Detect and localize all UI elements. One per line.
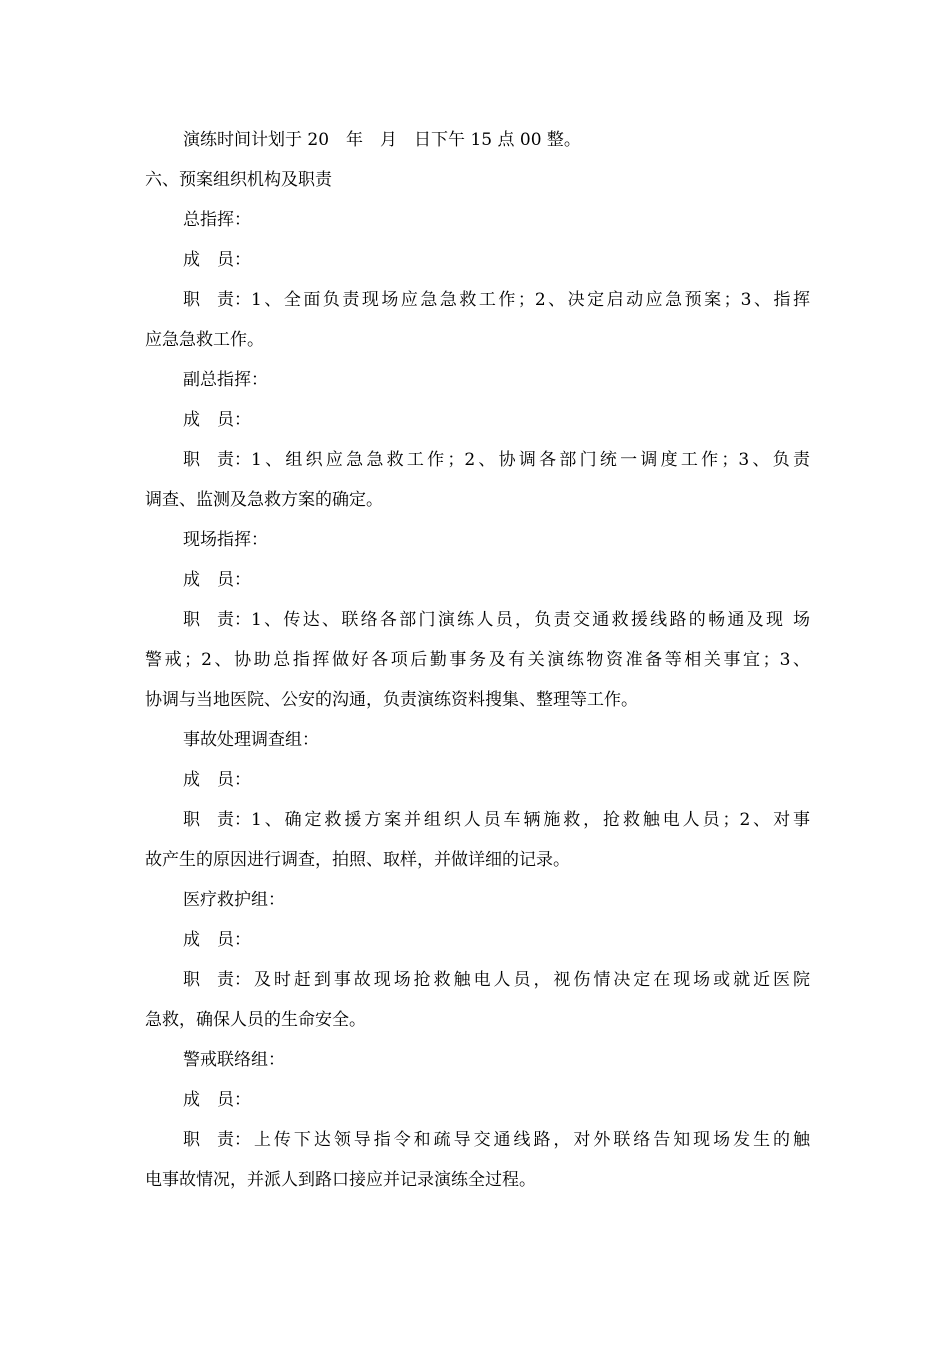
- section-heading: 六、预案组织机构及职责: [145, 170, 332, 190]
- duty-continuation: 急救，确保人员的生命安全。: [145, 1010, 366, 1030]
- duty-label: 职 责：: [183, 970, 251, 990]
- duty-text: 1、组织应急急救工作；2、协调各部门统一调度工作；3、负责: [251, 450, 810, 470]
- duty-label: 职 责：: [183, 610, 251, 630]
- members-line: [183, 768, 810, 792]
- group-title: 现场指挥：: [183, 530, 268, 550]
- duty-label: 职 责：: [183, 1130, 251, 1150]
- members-label: 成 员：: [183, 410, 251, 430]
- duty-text: 上传下达领导指令和疏导交通线路，对外联络告知现场发生的触: [251, 1130, 810, 1150]
- group-title: 警戒联络组：: [183, 1050, 285, 1070]
- group-title: 总指挥：: [183, 210, 251, 230]
- duty-continuation: 警戒；2、协助总指挥做好各项后勤事务及有关演练物资准备等相关事宜；3、: [145, 650, 810, 670]
- members-line: [183, 928, 810, 952]
- members-label: 成 员：: [183, 1090, 251, 1110]
- members-line: [183, 1088, 810, 1112]
- members-line: [183, 568, 810, 592]
- duty-label: 职 责：: [183, 450, 251, 470]
- duty-text: 及时赶到事故现场抢救触电人员，视伤情决定在现场或就近医院: [251, 970, 810, 990]
- duty-line: [183, 1128, 810, 1152]
- drill-time-line: 演练时间计划于 20 年 月 日下午 15 点 00 整。: [183, 130, 581, 150]
- duty-line: [183, 608, 810, 632]
- members-label: 成 员：: [183, 930, 251, 950]
- duty-label: 职 责：: [183, 810, 251, 830]
- group-title: 事故处理调查组：: [183, 730, 319, 750]
- group-title: 副总指挥：: [183, 370, 268, 390]
- members-line: [183, 408, 810, 432]
- duty-line: [183, 968, 810, 992]
- members-line: [183, 248, 810, 272]
- group-title: 医疗救护组：: [183, 890, 285, 910]
- duty-label: 职 责：: [183, 290, 251, 310]
- duty-continuation: 调查、监测及急救方案的确定。: [145, 490, 383, 510]
- duty-line: [183, 288, 810, 312]
- members-label: 成 员：: [183, 250, 251, 270]
- duty-continuation: 故产生的原因进行调查，拍照、取样，并做详细的记录。: [145, 850, 570, 870]
- duty-text: 1、确定救援方案并组织人员车辆施救，抢救触电人员；2、对事: [251, 810, 810, 830]
- duty-continuation: 协调与当地医院、公安的沟通，负责演练资料搜集、整理等工作。: [145, 690, 638, 710]
- members-label: 成 员：: [183, 770, 251, 790]
- duty-line: [183, 808, 810, 832]
- duty-continuation: 电事故情况，并派人到路口接应并记录演练全过程。: [145, 1170, 536, 1190]
- duty-text: 1、全面负责现场应急急救工作；2、决定启动应急预案；3、指挥: [251, 290, 810, 310]
- duty-text: 1、传达、联络各部门演练人员，负责交通救援线路的畅通及现 场: [251, 610, 810, 630]
- members-label: 成 员：: [183, 570, 251, 590]
- duty-line: [183, 448, 810, 472]
- duty-continuation: 应急急救工作。: [145, 330, 264, 350]
